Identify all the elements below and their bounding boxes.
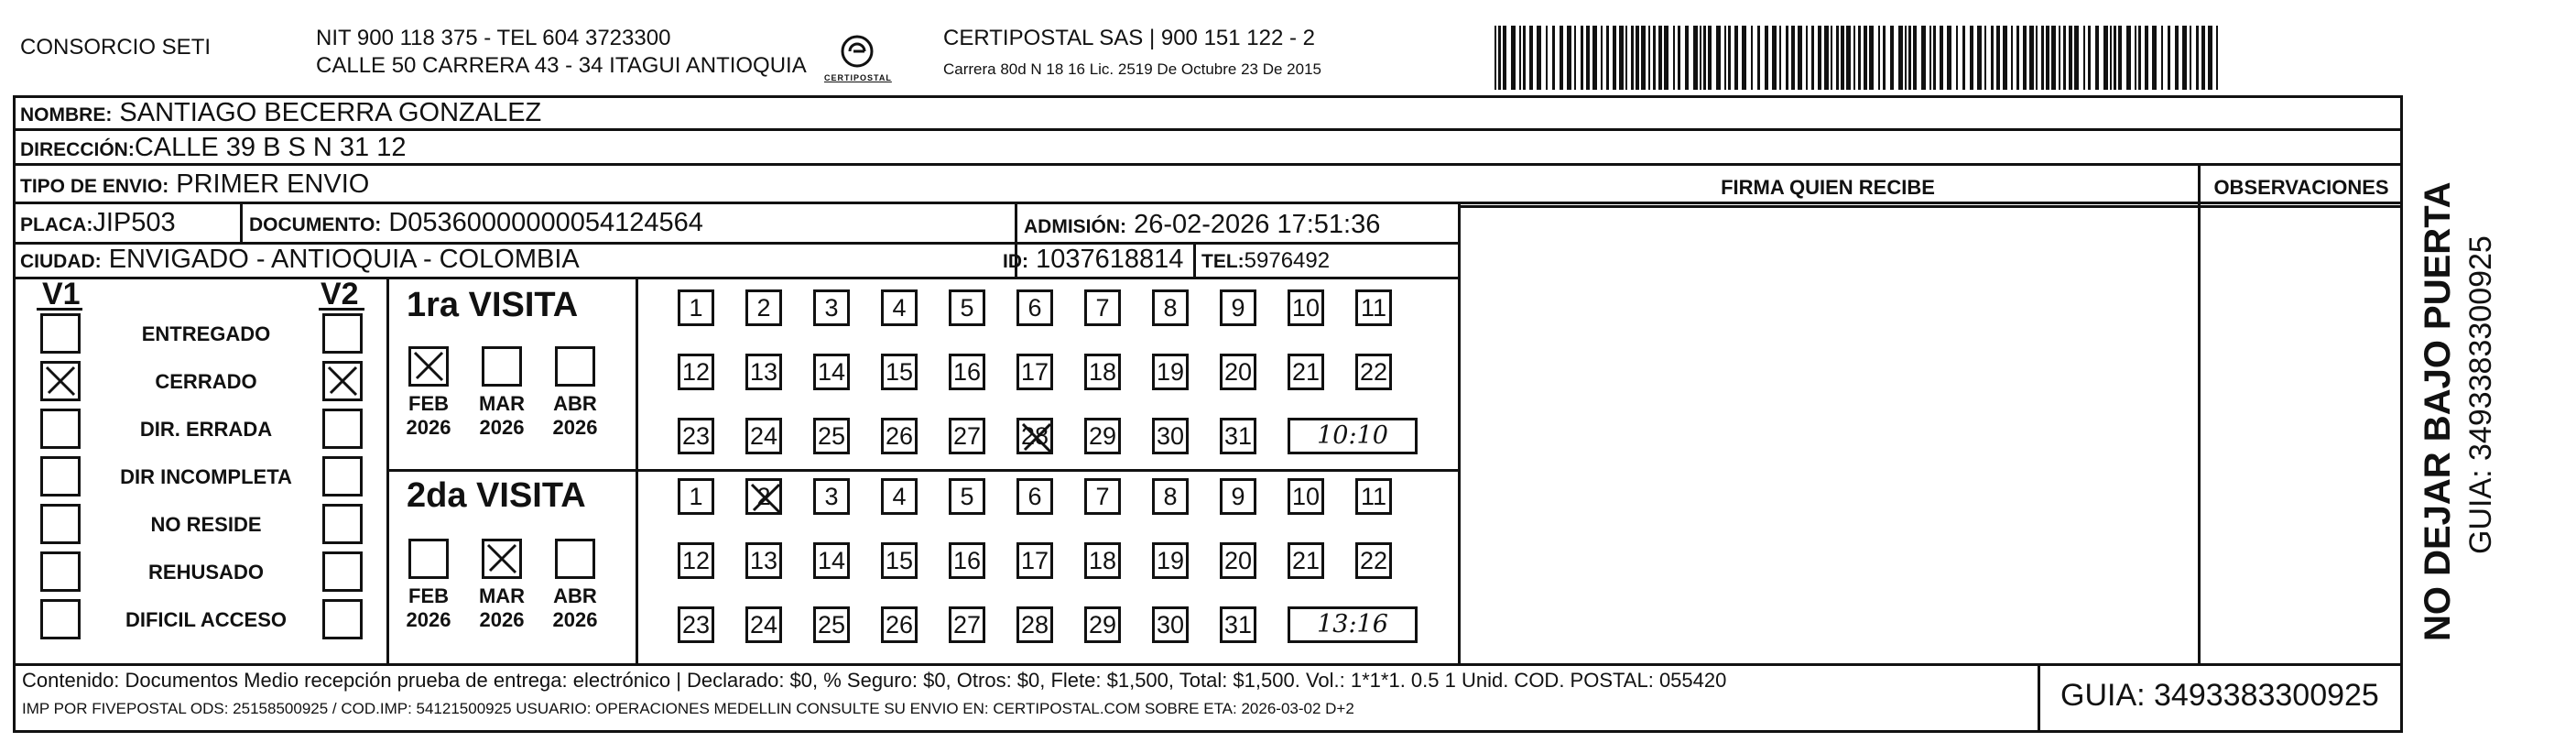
v2-checkbox-4[interactable] (322, 504, 363, 544)
footer-print-line: IMP POR FIVEPOSTAL ODS: 25158500925 / COD.IMP: 54121500925 USUARIO: OPERACIONES MEDELLIN CONSULTE SU ENVIO EN: CERTIPOSTAL.COM SOBRE ETA: 2026-03-02 D+2 (22, 700, 1354, 717)
city-value: ENVIGADO - ANTIOQUIA - COLOMBIA (108, 245, 580, 274)
status-label-0: ENTREGADO (141, 322, 271, 345)
first-day-17[interactable]: 17 (1016, 354, 1053, 390)
first-day-19[interactable]: 19 (1152, 354, 1189, 390)
v1-checkbox-0[interactable] (40, 313, 81, 354)
second-month-year-0: 2026 (406, 608, 451, 631)
second-day-8[interactable]: 8 (1152, 478, 1189, 515)
second-day-3[interactable]: 3 (813, 478, 850, 515)
second-month-checkbox-1[interactable] (482, 539, 522, 579)
tel-field: TEL:5976492 (1201, 248, 1331, 273)
v2-checkbox-0[interactable] (322, 313, 363, 354)
second-day-15[interactable]: 15 (881, 542, 918, 579)
first-day-1[interactable]: 1 (678, 289, 714, 326)
first-day-23[interactable]: 23 (678, 418, 714, 454)
first-day-10[interactable]: 10 (1288, 289, 1324, 326)
second-day-11[interactable]: 11 (1355, 478, 1392, 515)
second-month-label-1: MAR (478, 584, 526, 607)
second-day-5[interactable]: 5 (949, 478, 985, 515)
second-day-28[interactable]: 28 (1016, 606, 1053, 643)
first-month-label-1: MAR (478, 392, 526, 415)
shipment-type-field: TIPO DE ENVIO: PRIMER ENVIO (20, 169, 370, 199)
first-day-14[interactable]: 14 (813, 354, 850, 390)
first-day-15[interactable]: 15 (881, 354, 918, 390)
first-day-3[interactable]: 3 (813, 289, 850, 326)
carrier-license: Carrera 80d N 18 16 Lic. 2519 De Octubre 23 De 2015 (943, 60, 1321, 78)
second-day-21[interactable]: 21 (1288, 542, 1324, 579)
second-day-29[interactable]: 29 (1084, 606, 1121, 643)
second-day-31[interactable]: 31 (1220, 606, 1256, 643)
v2-header: V2 (321, 277, 359, 311)
second-month-label-2: ABR (553, 584, 597, 607)
first-day-13[interactable]: 13 (745, 354, 782, 390)
recipient-name: SANTIAGO BECERRA GONZALEZ (119, 98, 542, 127)
v1-checkbox-5[interactable] (40, 551, 81, 592)
second-day-13[interactable]: 13 (745, 542, 782, 579)
first-day-31[interactable]: 31 (1220, 418, 1256, 454)
status-label-3: DIR INCOMPLETA (120, 465, 292, 488)
second-day-6[interactable]: 6 (1016, 478, 1053, 515)
first-month-label-0: FEB (408, 392, 449, 415)
recipient-address: CALLE 39 B S N 31 12 (134, 133, 407, 162)
second-day-14[interactable]: 14 (813, 542, 850, 579)
second-day-18[interactable]: 18 (1084, 542, 1121, 579)
status-label-5: REHUSADO (148, 561, 264, 584)
signature-column-header: FIRMA QUIEN RECIBE (1721, 176, 1935, 199)
first-day-22[interactable]: 22 (1355, 354, 1392, 390)
v2-checkbox-1[interactable] (322, 361, 363, 401)
first-day-26[interactable]: 26 (881, 418, 918, 454)
admission-value: 26-02-2026 17:51:36 (1134, 210, 1381, 239)
first-day-11[interactable]: 11 (1355, 289, 1392, 326)
second-day-4[interactable]: 4 (881, 478, 918, 515)
first-day-24[interactable]: 24 (745, 418, 782, 454)
second-month-year-1: 2026 (479, 608, 525, 631)
logo-text: CERTIPOSTAL (824, 73, 892, 82)
footer-content-line: Contenido: Documentos Medio recepción prueba de entrega: electrónico | Declarado: $0, % Seguro: $0, Otros: $0, Flete: $1,500, Total: $1,500. Vol.: 1*1*1. 0.5 1 Unid. COD. POSTAL: 055420 (22, 669, 1727, 692)
id-field: ID: 1037618814 (1003, 245, 1184, 274)
first-month-year-0: 2026 (406, 416, 451, 439)
v2-checkbox-6[interactable] (322, 599, 363, 639)
first-day-30[interactable]: 30 (1152, 418, 1189, 454)
second-day-22[interactable]: 22 (1355, 542, 1392, 579)
first-day-29[interactable]: 29 (1084, 418, 1121, 454)
address-line: CALLE 50 CARRERA 43 - 34 ITAGUI ANTIOQUIA (316, 53, 807, 78)
v1-checkbox-3[interactable] (40, 456, 81, 497)
plate-value: JIP503 (92, 208, 176, 237)
first-day-5[interactable]: 5 (949, 289, 985, 326)
city-field: CIUDAD: ENVIGADO - ANTIOQUIA - COLOMBIA (20, 245, 580, 274)
status-label-4: NO RESIDE (150, 513, 262, 536)
first-month-year-2: 2026 (552, 416, 598, 439)
second-day-20[interactable]: 20 (1220, 542, 1256, 579)
first-month-checkbox-2[interactable] (555, 346, 595, 387)
first-day-27[interactable]: 27 (949, 418, 985, 454)
carrier-line: CERTIPOSTAL SAS | 900 151 122 - 2 (943, 26, 1315, 50)
first-day-2[interactable]: 2 (745, 289, 782, 326)
second-day-12[interactable]: 12 (678, 542, 714, 579)
barcode-icon (1495, 26, 2223, 90)
first-day-4[interactable]: 4 (881, 289, 918, 326)
second-day-30[interactable]: 30 (1152, 606, 1189, 643)
second-visit-title: 2da VISITA (407, 476, 586, 515)
first-day-28[interactable]: 28 (1016, 418, 1053, 454)
id-value: 1037618814 (1036, 245, 1184, 274)
address-field: DIRECCIÓN:CALLE 39 B S N 31 12 (20, 133, 407, 162)
tel-value: 5976492 (1244, 248, 1331, 273)
first-month-year-1: 2026 (479, 416, 525, 439)
nit-line: NIT 900 118 375 - TEL 604 3723300 (316, 26, 671, 50)
first-day-18[interactable]: 18 (1084, 354, 1121, 390)
second-day-10[interactable]: 10 (1288, 478, 1324, 515)
first-time-box[interactable]: 10:10 (1288, 418, 1418, 454)
first-month-checkbox-0[interactable] (408, 346, 449, 387)
first-day-20[interactable]: 20 (1220, 354, 1256, 390)
second-day-19[interactable]: 19 (1152, 542, 1189, 579)
side-warning: NO DEJAR BAJO PUERTA (2418, 181, 2458, 641)
first-day-25[interactable]: 25 (813, 418, 850, 454)
footer-guia: GUIA: 3493383300925 (2060, 678, 2379, 713)
side-guia: GUIA: 3493383300925 (2463, 235, 2498, 554)
second-day-2[interactable]: 2 (745, 478, 782, 515)
v1-checkbox-2[interactable] (40, 409, 81, 449)
second-day-17[interactable]: 17 (1016, 542, 1053, 579)
first-day-9[interactable]: 9 (1220, 289, 1256, 326)
v1-checkbox-1[interactable] (40, 361, 81, 401)
second-day-1[interactable]: 1 (678, 478, 714, 515)
second-month-year-2: 2026 (552, 608, 598, 631)
observations-column-header: OBSERVACIONES (2213, 176, 2389, 199)
second-day-7[interactable]: 7 (1084, 478, 1121, 515)
name-field: NOMBRE: SANTIAGO BECERRA GONZALEZ (20, 98, 542, 127)
v2-checkbox-5[interactable] (322, 551, 363, 592)
first-day-8[interactable]: 8 (1152, 289, 1189, 326)
admission-field: ADMISIÓN: 26-02-2026 17:51:36 (1024, 210, 1381, 239)
status-label-6: DIFICIL ACCESO (125, 608, 287, 631)
v2-checkbox-2[interactable] (322, 409, 363, 449)
second-day-23[interactable]: 23 (678, 606, 714, 643)
second-day-9[interactable]: 9 (1220, 478, 1256, 515)
second-day-25[interactable]: 25 (813, 606, 850, 643)
second-month-checkbox-0[interactable] (408, 539, 449, 579)
second-time-box[interactable]: 13:16 (1288, 606, 1418, 643)
plate-field: PLACA:JIP503 (20, 208, 176, 237)
status-label-2: DIR. ERRADA (139, 418, 273, 441)
v1-checkbox-6[interactable] (40, 599, 81, 639)
shipment-type: PRIMER ENVIO (176, 169, 370, 199)
first-day-12[interactable]: 12 (678, 354, 714, 390)
v1-header: V1 (42, 277, 81, 311)
first-day-16[interactable]: 16 (949, 354, 985, 390)
v1-checkbox-4[interactable] (40, 504, 81, 544)
status-label-1: CERRADO (155, 370, 257, 393)
v2-checkbox-3[interactable] (322, 456, 363, 497)
second-day-27[interactable]: 27 (949, 606, 985, 643)
second-day-26[interactable]: 26 (881, 606, 918, 643)
second-month-label-0: FEB (408, 584, 449, 607)
second-day-16[interactable]: 16 (949, 542, 985, 579)
second-day-24[interactable]: 24 (745, 606, 782, 643)
document-value: D05360000000054124564 (388, 208, 703, 237)
company-name: CONSORCIO SETI (20, 35, 212, 60)
first-month-label-2: ABR (553, 392, 597, 415)
first-day-21[interactable]: 21 (1288, 354, 1324, 390)
first-visit-title: 1ra VISITA (407, 286, 579, 324)
first-month-checkbox-1[interactable] (482, 346, 522, 387)
first-day-7[interactable]: 7 (1084, 289, 1121, 326)
second-month-checkbox-2[interactable] (555, 539, 595, 579)
document-field: DOCUMENTO: D05360000000054124564 (249, 208, 703, 237)
first-day-6[interactable]: 6 (1016, 289, 1053, 326)
